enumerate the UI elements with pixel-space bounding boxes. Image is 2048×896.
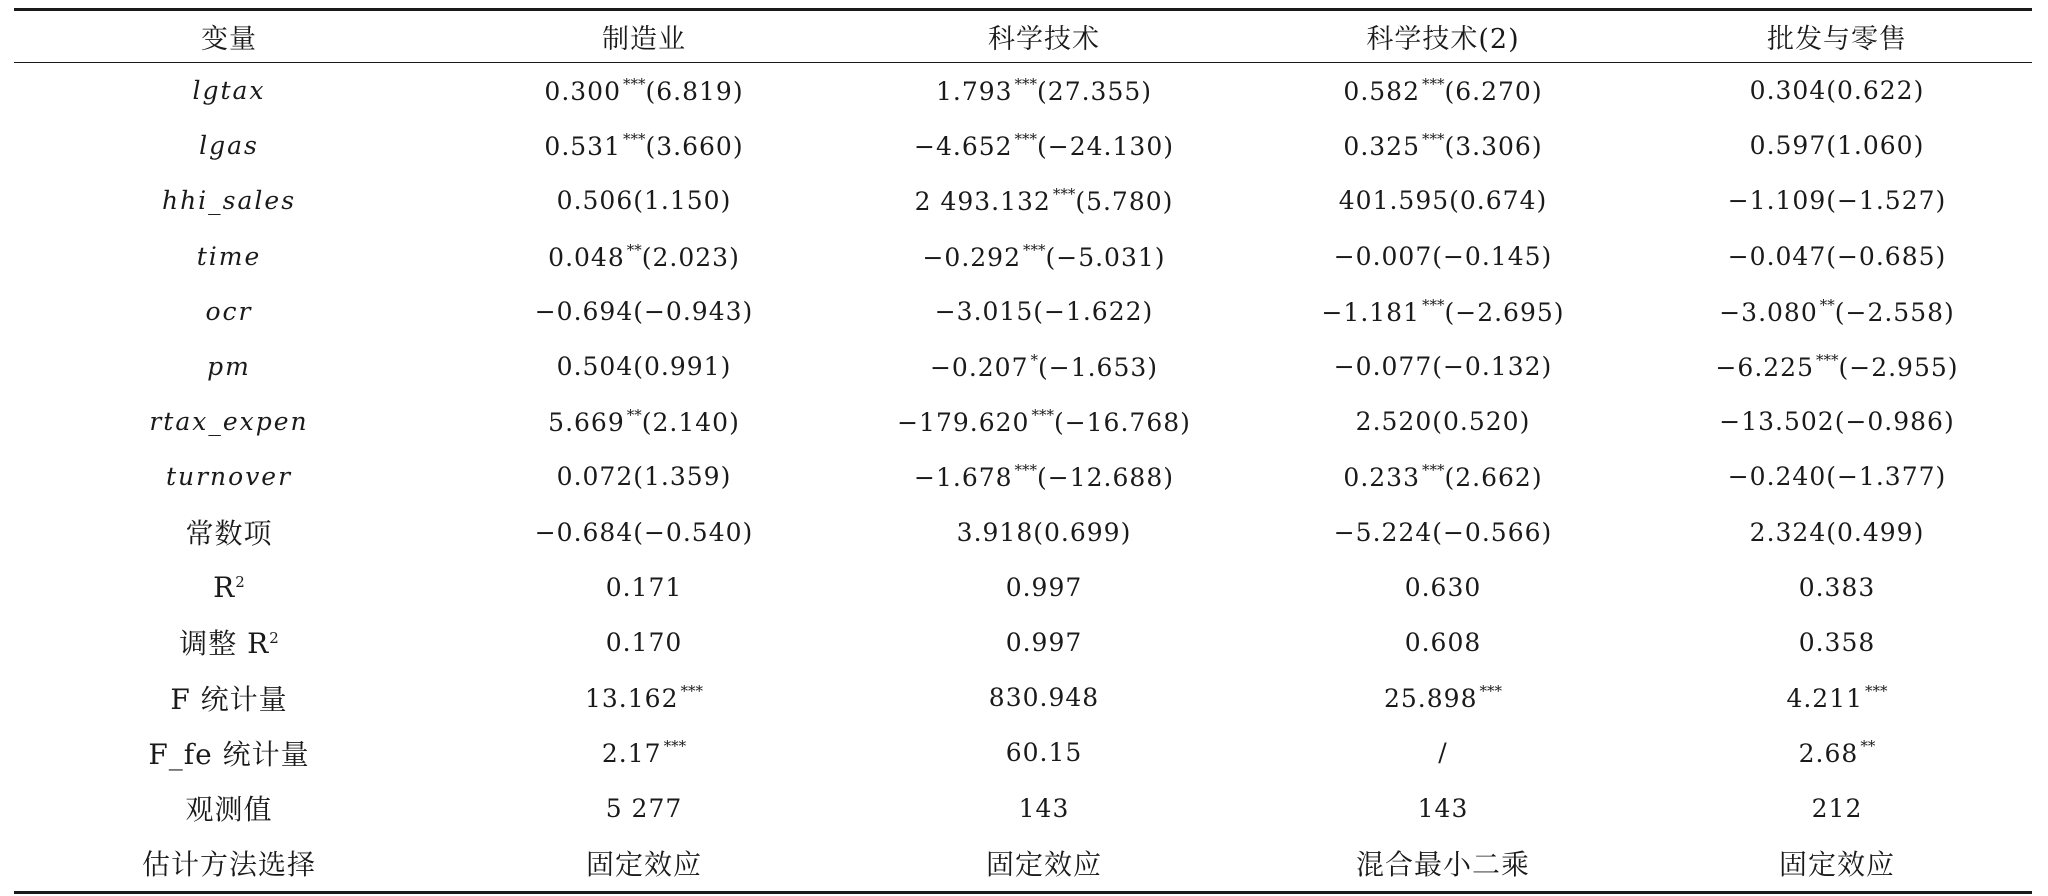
table-row — [14, 505, 2032, 560]
coefficient-value: 3.918(0.699) — [956, 517, 1132, 547]
coefficient-value: −4.652 — [914, 132, 1013, 162]
coefficient-value: 60.15 — [1005, 738, 1083, 768]
coefficient-value: −13.502(−0.986) — [1719, 407, 1955, 437]
coefficient-value: −1.181 — [1321, 297, 1420, 327]
value-cell — [1244, 118, 1642, 173]
significance-stars: ** — [1819, 295, 1835, 314]
value-cell — [844, 118, 1244, 173]
value-cell — [1244, 560, 1642, 615]
significance-stars: *** — [680, 682, 703, 701]
row-label: R — [213, 570, 236, 604]
coefficient-value: 1.793 — [935, 77, 1013, 107]
significance-stars: *** — [1422, 75, 1445, 94]
table-row — [14, 670, 2032, 725]
value-cell — [1642, 449, 2032, 504]
coefficient-value: 混合最小二乘 — [1355, 848, 1530, 882]
value-cell — [1642, 560, 2032, 615]
value-cell — [444, 670, 844, 725]
row-label-cell — [14, 725, 444, 780]
table-header — [14, 11, 2032, 62]
significance-stars: *** — [1052, 185, 1076, 204]
significance-stars: *** — [1014, 75, 1038, 94]
row-label-cell — [14, 173, 444, 228]
row-label-cell — [14, 284, 444, 339]
coefficient-value: −1.678 — [914, 463, 1013, 493]
value-cell — [1642, 173, 2032, 228]
row-label-cell — [14, 394, 444, 449]
coefficient-value: 0.304(0.622) — [1749, 76, 1925, 106]
value-cell — [444, 284, 844, 339]
table-row — [14, 836, 2032, 891]
header-sci-tech: 科学技术 — [988, 24, 1100, 55]
t-statistic: (2.140) — [641, 408, 740, 438]
value-cell — [1244, 284, 1642, 339]
row-label-superscript: 2 — [269, 629, 279, 648]
significance-stars: * — [1030, 351, 1038, 370]
row-label-cell — [14, 780, 444, 835]
value-cell — [1642, 670, 2032, 725]
row-label-cell — [14, 339, 444, 394]
value-cell — [844, 339, 1244, 394]
coefficient-value: 0.531 — [544, 132, 621, 162]
row-label: turnover — [165, 462, 293, 492]
coefficient-value: 0.997 — [1005, 572, 1083, 602]
significance-stars: *** — [1865, 682, 1888, 701]
value-cell — [1244, 229, 1642, 284]
row-label-cell — [14, 118, 444, 173]
value-cell — [444, 229, 844, 284]
row-label-cell — [14, 615, 444, 670]
coefficient-value: 0.597(1.060) — [1749, 131, 1925, 161]
value-cell — [844, 505, 1244, 560]
value-cell — [1642, 118, 2032, 173]
coefficient-value: −0.047(−0.685) — [1727, 241, 1947, 271]
row-label: F 统计量 — [170, 682, 288, 716]
row-label: lgtax — [192, 76, 266, 106]
significance-stars: *** — [1422, 130, 1445, 149]
significance-stars: *** — [1422, 461, 1445, 480]
coefficient-value: 2.17 — [601, 739, 662, 769]
table-row — [14, 615, 2032, 670]
coefficient-value: 0.506(1.150) — [556, 186, 732, 216]
coefficient-value: −179.620 — [897, 408, 1030, 438]
header-wholesale-retail: 批发与零售 — [1767, 24, 1907, 55]
row-label: hhi_sales — [161, 186, 297, 216]
value-cell — [844, 836, 1244, 891]
t-statistic: (3.660) — [645, 132, 744, 162]
coefficient-value: 4.211 — [1786, 684, 1864, 714]
significance-stars: *** — [663, 737, 687, 756]
value-cell — [1244, 449, 1642, 504]
value-cell — [444, 339, 844, 394]
coefficient-value: −1.109(−1.527) — [1727, 186, 1947, 216]
value-cell — [844, 229, 1244, 284]
value-cell — [1642, 229, 2032, 284]
coefficient-value: 固定效应 — [985, 848, 1102, 882]
coefficient-value: 0.358 — [1798, 627, 1876, 657]
coefficient-value: 0.048 — [548, 242, 625, 272]
coefficient-value: 0.504(0.991) — [556, 352, 732, 382]
table-row — [14, 173, 2032, 228]
value-cell — [444, 505, 844, 560]
header-sci-tech-2: 科学技术(2) — [1366, 24, 1520, 55]
header-row — [14, 11, 2032, 62]
value-cell — [444, 449, 844, 504]
regression-table — [14, 11, 2032, 62]
table-row — [14, 339, 2032, 394]
coefficient-value: 143 — [1018, 793, 1070, 823]
coefficient-value: 固定效应 — [585, 848, 702, 882]
coefficient-value: 2.520(0.520) — [1355, 407, 1531, 437]
value-cell — [1244, 63, 1642, 118]
value-cell — [1642, 394, 2032, 449]
row-label-cell — [14, 670, 444, 725]
row-label-cell — [14, 560, 444, 615]
value-cell — [444, 725, 844, 780]
value-cell — [1244, 394, 1642, 449]
table-row — [14, 118, 2032, 173]
coefficient-value: −0.240(−1.377) — [1727, 462, 1947, 492]
coefficient-value: 固定效应 — [1778, 848, 1895, 882]
value-cell — [844, 725, 1244, 780]
significance-stars: *** — [1422, 295, 1445, 314]
t-statistic: (−2.695) — [1444, 297, 1565, 327]
row-label: 观测值 — [185, 793, 273, 827]
coefficient-value: 830.948 — [988, 683, 1100, 713]
significance-stars: ** — [626, 406, 642, 425]
value-cell — [1642, 63, 2032, 118]
coefficient-value: −3.080 — [1719, 297, 1818, 327]
value-cell — [1642, 836, 2032, 891]
t-statistic: (6.819) — [645, 77, 744, 107]
coefficient-value: 25.898 — [1384, 684, 1478, 714]
row-label: 估计方法选择 — [141, 848, 316, 882]
significance-stars: *** — [1479, 682, 1502, 701]
value-cell — [844, 670, 1244, 725]
value-cell — [844, 63, 1244, 118]
significance-stars: *** — [623, 75, 646, 94]
header-manufacturing: 制造业 — [602, 24, 686, 55]
coefficient-value: 0.630 — [1404, 572, 1482, 602]
coefficient-value: 0.170 — [605, 627, 683, 657]
value-cell — [444, 173, 844, 228]
coefficient-value: 0.582 — [1343, 77, 1420, 107]
header-variable: 变量 — [201, 24, 257, 55]
row-label-cell — [14, 449, 444, 504]
coefficient-value: / — [1438, 738, 1448, 768]
value-cell — [1642, 505, 2032, 560]
value-cell — [444, 615, 844, 670]
t-statistic: (2.023) — [641, 242, 740, 272]
t-statistic: (−12.688) — [1037, 463, 1174, 493]
row-label-superscript: 2 — [235, 572, 245, 591]
row-label: time — [196, 241, 262, 271]
row-label-cell — [14, 229, 444, 284]
coefficient-value: 2.324(0.499) — [1749, 517, 1925, 547]
coefficient-value: 143 — [1417, 793, 1469, 823]
t-statistic: (27.355) — [1037, 77, 1153, 107]
row-label-cell — [14, 836, 444, 891]
t-statistic: (−2.955) — [1838, 353, 1959, 383]
table-row — [14, 725, 2032, 780]
t-statistic: (−1.653) — [1038, 353, 1159, 383]
t-statistic: (5.780) — [1075, 187, 1174, 217]
t-statistic: (−2.558) — [1834, 297, 1955, 327]
row-label: rtax_expen — [149, 407, 309, 437]
value-cell — [1244, 173, 1642, 228]
t-statistic: (6.270) — [1444, 77, 1543, 107]
t-statistic: (−16.768) — [1053, 408, 1191, 438]
coefficient-value: 212 — [1811, 793, 1863, 823]
value-cell — [1642, 725, 2032, 780]
coefficient-value: 5 277 — [605, 793, 683, 823]
coefficient-value: −0.207 — [929, 353, 1029, 383]
significance-stars: *** — [1031, 406, 1054, 425]
table-row — [14, 63, 2032, 118]
coefficient-value: −0.694(−0.943) — [534, 296, 754, 326]
value-cell — [444, 394, 844, 449]
row-label: 常数项 — [185, 517, 273, 551]
coefficient-value: 0.997 — [1005, 627, 1083, 657]
value-cell — [1244, 780, 1642, 835]
value-cell — [1642, 339, 2032, 394]
coefficient-value: 0.383 — [1798, 572, 1876, 602]
row-label-cell — [14, 63, 444, 118]
coefficient-value: 0.072(1.359) — [556, 462, 732, 492]
value-cell — [444, 780, 844, 835]
bottom-rule — [14, 891, 2032, 894]
coefficient-value: 0.608 — [1404, 627, 1482, 657]
value-cell — [844, 449, 1244, 504]
row-label-cell — [14, 505, 444, 560]
table-body — [14, 63, 2032, 891]
value-cell — [1244, 670, 1642, 725]
value-cell — [844, 284, 1244, 339]
table-row — [14, 394, 2032, 449]
t-statistic: (−5.031) — [1045, 242, 1166, 272]
table-row — [14, 449, 2032, 504]
coefficient-value: 0.325 — [1343, 132, 1420, 162]
value-cell — [844, 560, 1244, 615]
value-cell — [1244, 505, 1642, 560]
value-cell — [1244, 339, 1642, 394]
value-cell — [444, 560, 844, 615]
row-label: F_fe 统计量 — [148, 737, 310, 771]
coefficient-value: −0.007(−0.145) — [1333, 241, 1553, 271]
value-cell — [844, 780, 1244, 835]
t-statistic: (−24.130) — [1037, 132, 1174, 162]
row-label: ocr — [205, 296, 253, 326]
value-cell — [1642, 284, 2032, 339]
coefficient-value: 13.162 — [585, 684, 679, 714]
coefficient-value: −5.224(−0.566) — [1333, 517, 1553, 547]
significance-stars: *** — [1023, 240, 1046, 259]
row-label: 调整 R — [179, 627, 270, 661]
significance-stars: ** — [626, 240, 642, 259]
value-cell — [844, 394, 1244, 449]
coefficient-value: 0.300 — [544, 77, 621, 107]
value-cell — [844, 615, 1244, 670]
significance-stars: ** — [1860, 737, 1876, 756]
coefficient-value: −0.684(−0.540) — [534, 517, 754, 547]
significance-stars: *** — [1816, 351, 1839, 370]
value-cell — [1642, 780, 2032, 835]
coefficient-value: 0.171 — [605, 572, 683, 602]
value-cell — [1642, 615, 2032, 670]
value-cell — [1244, 725, 1642, 780]
t-statistic: (2.662) — [1444, 463, 1543, 493]
row-label: pm — [207, 352, 251, 382]
row-label: lgas — [199, 131, 259, 161]
value-cell — [444, 836, 844, 891]
value-cell — [1244, 615, 1642, 670]
coefficient-value: 5.669 — [548, 408, 625, 438]
coefficient-value: −3.015(−1.622) — [934, 296, 1154, 326]
coefficient-value: 0.233 — [1343, 463, 1420, 493]
significance-stars: *** — [1014, 130, 1038, 149]
table-row — [14, 284, 2032, 339]
regression-table-body — [14, 63, 2032, 891]
coefficient-value: −0.077(−0.132) — [1333, 352, 1553, 382]
value-cell — [444, 118, 844, 173]
table-row — [14, 780, 2032, 835]
coefficient-value: −0.292 — [922, 242, 1021, 272]
significance-stars: *** — [623, 130, 646, 149]
significance-stars: *** — [1014, 461, 1038, 480]
table-row — [14, 560, 2032, 615]
value-cell — [444, 63, 844, 118]
value-cell — [844, 173, 1244, 228]
coefficient-value: 2.68 — [1798, 739, 1859, 769]
coefficient-value: 2 493.132 — [914, 187, 1051, 217]
regression-table-container — [14, 8, 2032, 894]
t-statistic: (3.306) — [1444, 132, 1543, 162]
coefficient-value: 401.595(0.674) — [1338, 186, 1548, 216]
coefficient-value: −6.225 — [1715, 353, 1814, 383]
table-row — [14, 229, 2032, 284]
value-cell — [1244, 836, 1642, 891]
